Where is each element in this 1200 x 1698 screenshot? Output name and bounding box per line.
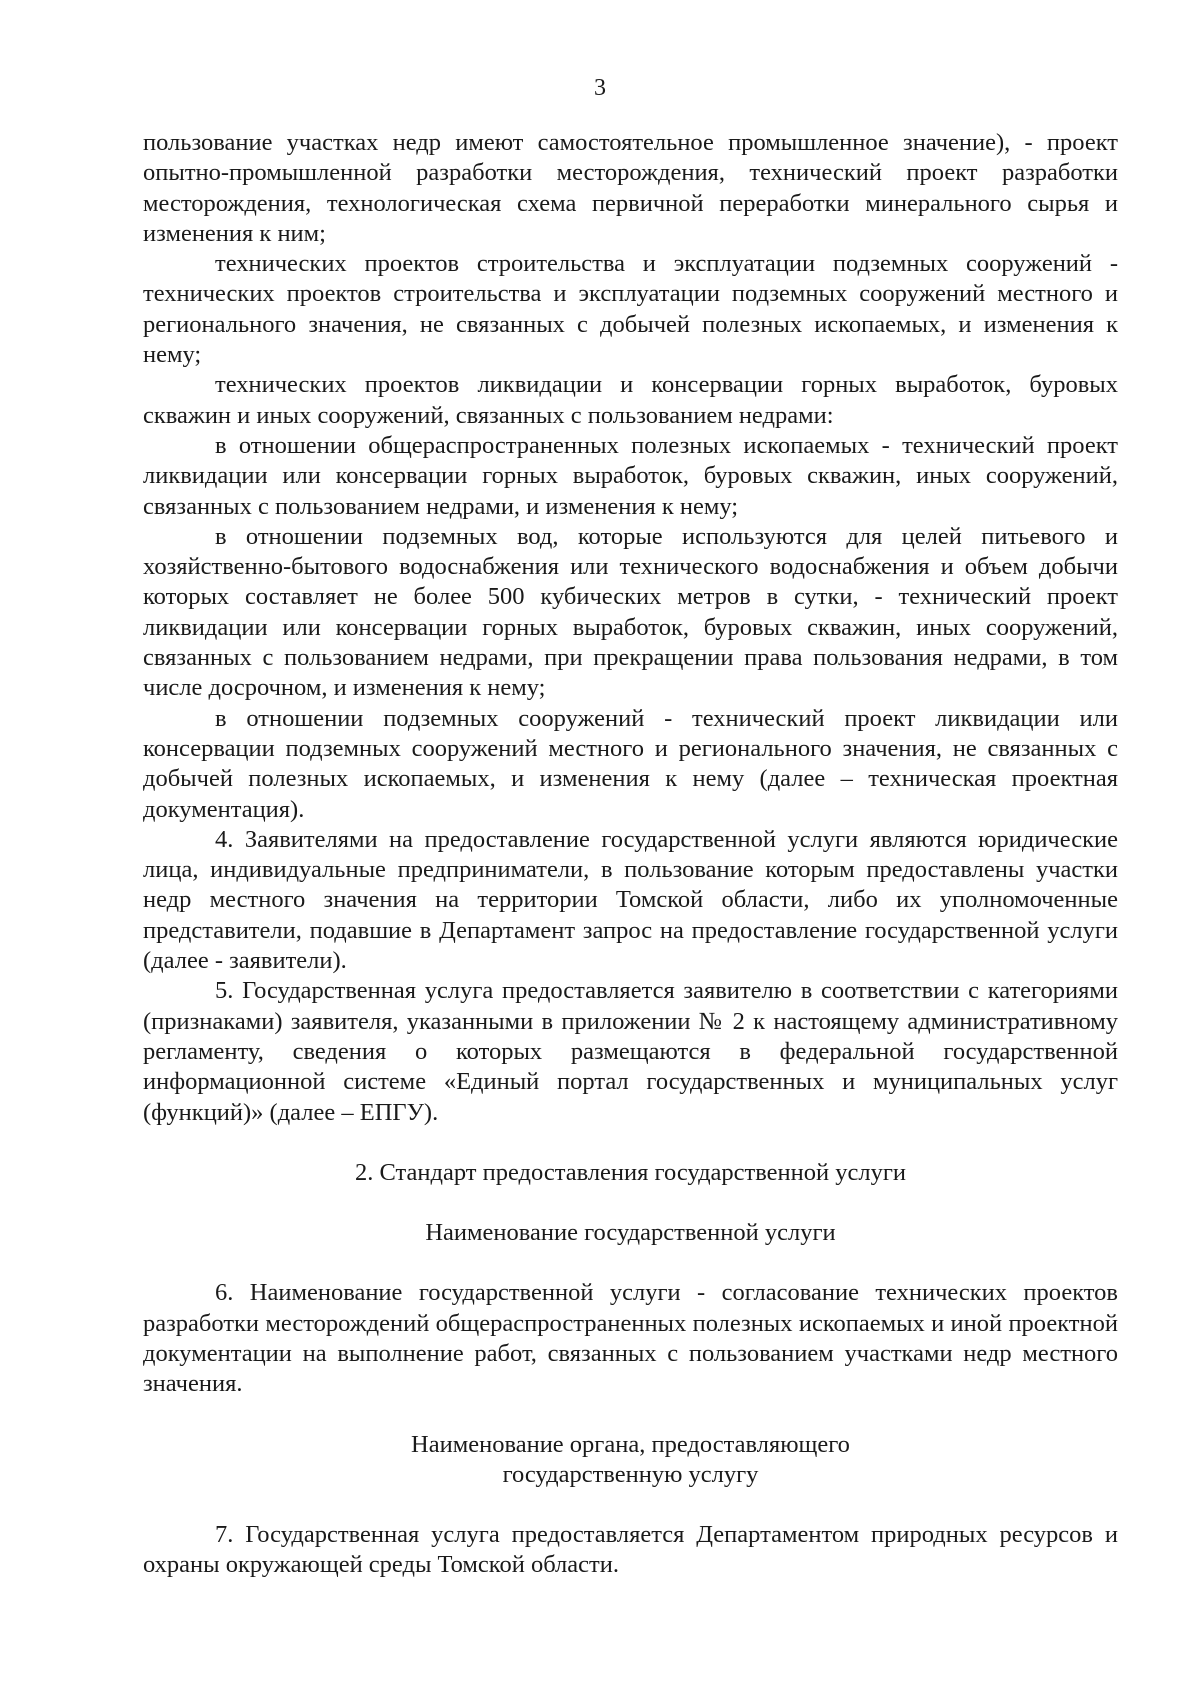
paragraph-liquidation-projects: технических проектов ликвидации и консервации горных выработок, буровых скважин и иных сооружений, связанных с пользованием недрами: — [143, 371, 1118, 429]
paragraph-underground-structures: в отношении подземных сооружений - технический проект ликвидации или консервации подземных сооружений местного и регионального значения, не связанных с добычей полезных ископаемых, и изменения к нему (далее – техническая проектная документация). — [143, 704, 1118, 823]
paragraph-construction-projects: технических проектов строительства и эксплуатации подземных сооружений - технических проектов строительства и эксплуатации подземных сооружений местного и регионального значения, не связанных с добычей полезных ископаемых, и изменения к нему; — [143, 250, 1118, 369]
section-heading: 2. Стандарт предоставления государственной услуги — [354, 1158, 907, 1186]
paragraph-4-applicants: 4. Заявителями на предоставление государственной услуги являются юридические лица, индивидуальные предприниматели, в пользование которым предоставлены участки недр местного значения на территории Томской области, либо их уполномоченные представители, подавшие в Департамент запрос на предоставление государственной услуги (далее - заявители). — [143, 825, 1118, 975]
paragraph-continuation: пользование участках недр имеют самостоятельное промышленное значение), - проект опытно-промышленной разработки месторождения, технический проект разработки месторождения, технологическая схема первичной переработки минерального сырья и изменения к ним; — [143, 129, 1118, 247]
paragraph-5-service-provision: 5. Государственная услуга предоставляется заявителю в соответствии с категориями (признаками) заявителя, указанными в приложении № 2 к настоящему административному регламенту, сведения о которых размещаются в федеральной государственной информационной системе «Единый портал государственных и муниципальных услуг (функций)» (далее – ЕПГУ). — [143, 977, 1118, 1126]
paragraph-common-minerals: в отношении общераспространенных полезных ископаемых - технический проект ликвидации или консервации горных выработок, буровых скважин, иных сооружений, связанных с пользованием недрами, и изменения к нему; — [143, 431, 1118, 520]
subheading-service-name: Наименование государственной услуги — [425, 1219, 836, 1247]
paragraph-7-authority: 7. Государственная услуга предоставляется Департаментом природных ресурсов и охраны окружающей среды Томской области. — [143, 1521, 1118, 1579]
page-number: 3 — [594, 75, 606, 101]
paragraph-groundwater: в отношении подземных вод, которые используются для целей питьевого и хозяйственно-бытового водоснабжения или технического водоснабжения и объем добычи которых составляет не более 500 кубических метров в сутки, - технический проект ликвидации или консервации горных выработок, буровых скважин, иных сооружений, связанных с пользованием недрами, при прекращении права пользования недрами, в том числе досрочном, и изменения к нему; — [143, 522, 1118, 702]
subheading-authority-line-1: Наименование органа, предоставляющего — [411, 1430, 850, 1458]
subheading-authority-line-2: государственную услугу — [502, 1460, 759, 1488]
subheading-authority — [143, 1430, 1118, 1491]
document-body — [143, 128, 1118, 1581]
paragraph-6-service-name: 6. Наименование государственной услуги - согласование технических проектов разработки месторождений общераспространенных полезных ископаемых и иной проектной документации на выполнение работ, связанных с пользованием участками недр местного значения. — [143, 1279, 1118, 1398]
